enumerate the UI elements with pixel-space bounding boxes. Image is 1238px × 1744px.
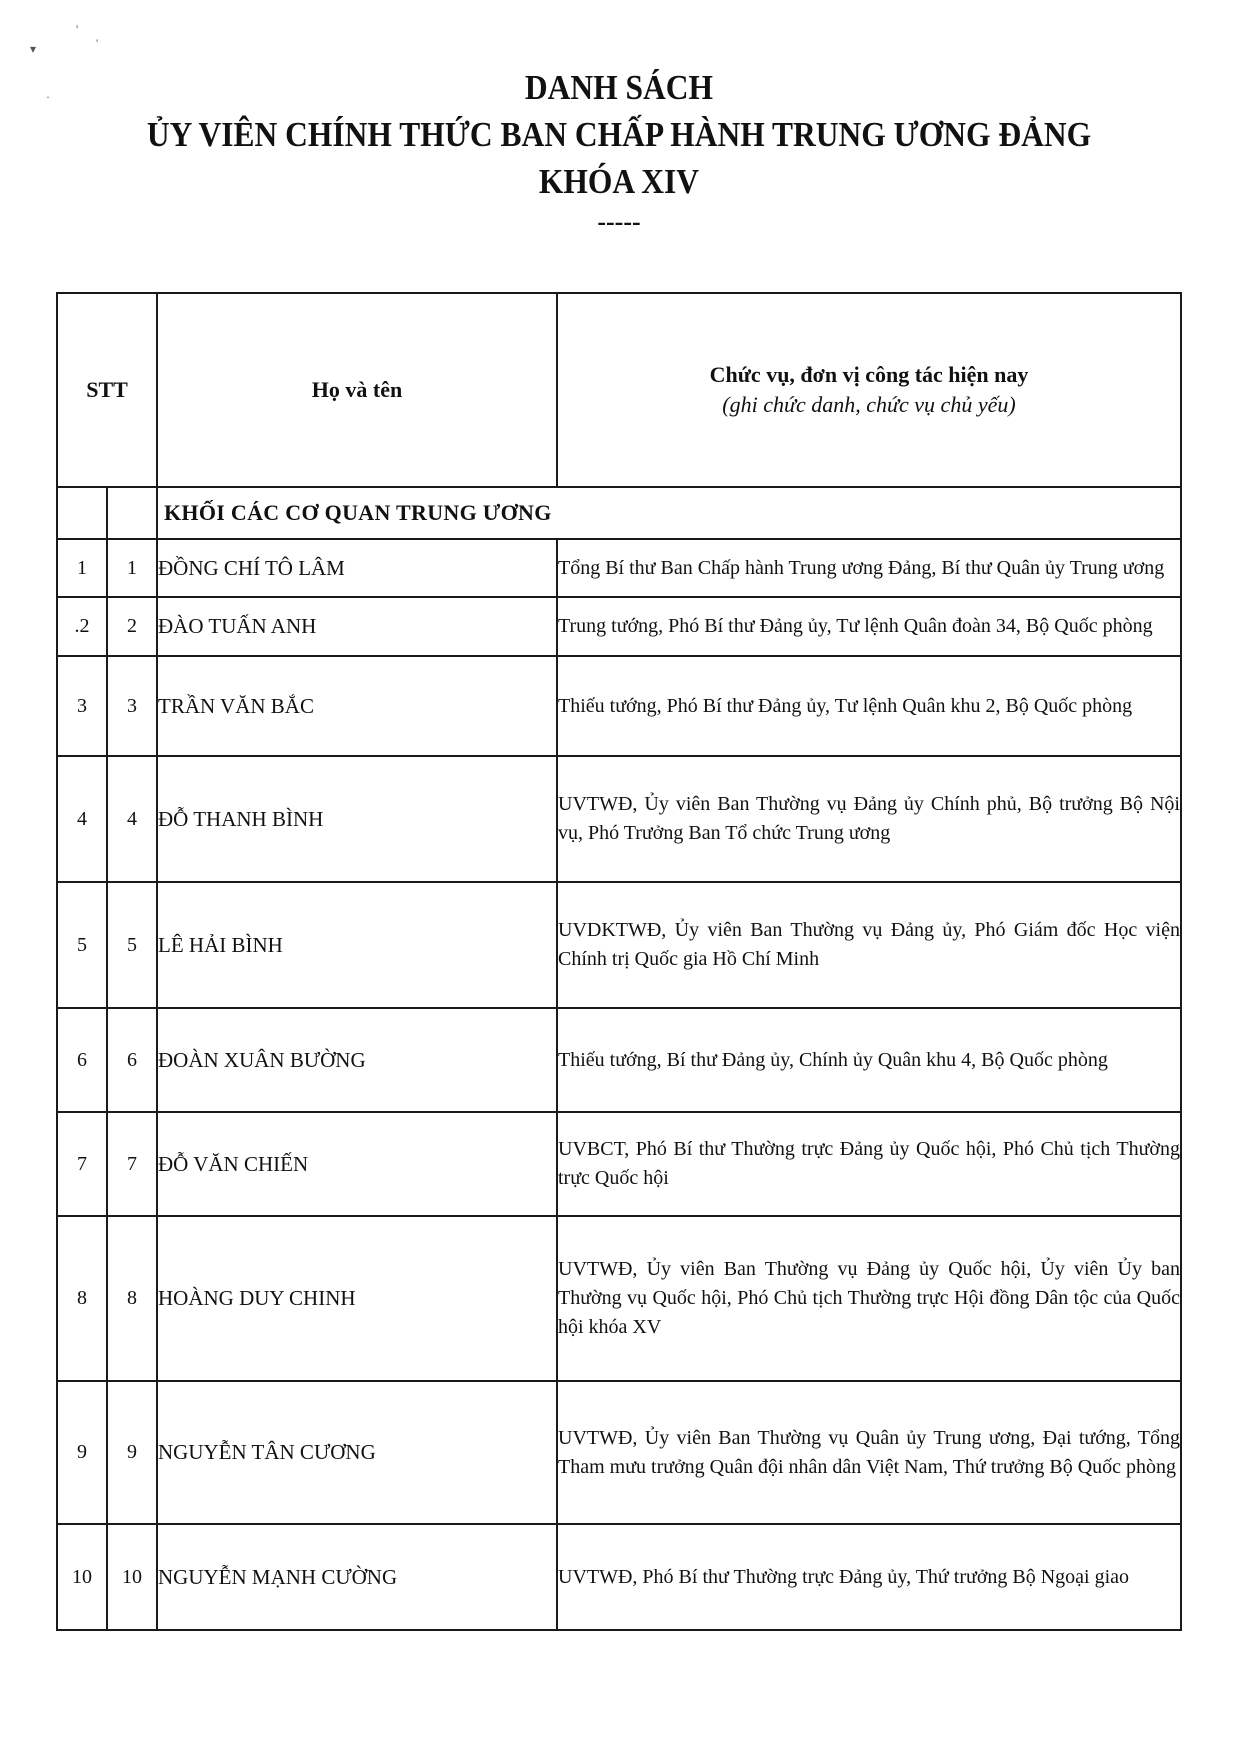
- row-stt1: .2: [57, 597, 107, 656]
- row-stt1: 1: [57, 539, 107, 597]
- row-stt2: 9: [107, 1381, 157, 1524]
- header-role: [557, 293, 1181, 487]
- row-role: UVTWĐ, Ủy viên Ban Thường vụ Quân ủy Trung ương, Đại tướng, Tổng Tham mưu trưởng Quân đội nhân dân Việt Nam, Thứ trưởng Bộ Quốc phòng: [557, 1381, 1181, 1524]
- row-name: ĐÀO TUẤN ANH: [157, 597, 557, 656]
- table-row: [57, 597, 1181, 656]
- row-name: LÊ HẢI BÌNH: [157, 882, 557, 1008]
- row-name: TRẦN VĂN BẮC: [157, 656, 557, 756]
- table-row: [57, 1216, 1181, 1381]
- table-row: [57, 1008, 1181, 1112]
- row-name: ĐỒNG CHÍ TÔ LÂM: [157, 539, 557, 597]
- title-line-1: DANH SÁCH: [524, 68, 714, 107]
- row-stt2: 5: [107, 882, 157, 1008]
- row-name: NGUYỄN MẠNH CƯỜNG: [157, 1524, 557, 1630]
- scan-speck: ': [76, 22, 79, 36]
- row-name: ĐỖ VĂN CHIẾN: [157, 1112, 557, 1216]
- section-stt1-empty: [57, 487, 107, 539]
- scan-speck: ▾: [30, 42, 37, 56]
- table-row: [57, 1381, 1181, 1524]
- row-stt2: 8: [107, 1216, 157, 1381]
- row-role: UVBCT, Phó Bí thư Thường trực Đảng ủy Quốc hội, Phó Chủ tịch Thường trực Quốc hội: [557, 1112, 1181, 1216]
- title-line-2: ỦY VIÊN CHÍNH THỨC BAN CHẤP HÀNH TRUNG ƯƠNG ĐẢNG: [146, 115, 1092, 154]
- row-stt2: 10: [107, 1524, 157, 1630]
- row-role: Thiếu tướng, Phó Bí thư Đảng ủy, Tư lệnh Quân khu 2, Bộ Quốc phòng: [557, 656, 1181, 756]
- row-role: Trung tướng, Phó Bí thư Đảng ủy, Tư lệnh Quân đoàn 34, Bộ Quốc phòng: [557, 597, 1181, 656]
- row-stt1: 3: [57, 656, 107, 756]
- header-stt: STT: [57, 293, 157, 487]
- row-stt2: 6: [107, 1008, 157, 1112]
- row-name: ĐOÀN XUÂN BƯỜNG: [157, 1008, 557, 1112]
- table-row: [57, 539, 1181, 597]
- row-role: Thiếu tướng, Bí thư Đảng ủy, Chính ủy Quân khu 4, Bộ Quốc phòng: [557, 1008, 1181, 1112]
- row-name: NGUYỄN TÂN CƯƠNG: [157, 1381, 557, 1524]
- row-stt1: 7: [57, 1112, 107, 1216]
- row-name: HOÀNG DUY CHINH: [157, 1216, 557, 1381]
- row-stt2: 2: [107, 597, 157, 656]
- title-line-3: KHÓA XIV: [538, 162, 700, 201]
- row-stt2: 3: [107, 656, 157, 756]
- row-stt1: 4: [57, 756, 107, 882]
- row-role: Tổng Bí thư Ban Chấp hành Trung ương Đảng, Bí thư Quân ủy Trung ương: [557, 539, 1181, 597]
- row-stt1: 9: [57, 1381, 107, 1524]
- table-row: [57, 1112, 1181, 1216]
- row-stt2: 4: [107, 756, 157, 882]
- row-role: UVDKTWĐ, Ủy viên Ban Thường vụ Đảng ủy, Phó Giám đốc Học viện Chính trị Quốc gia Hồ Chí Minh: [557, 882, 1181, 1008]
- row-stt1: 8: [57, 1216, 107, 1381]
- header-role-main: Chức vụ, đơn vị công tác hiện nay: [709, 362, 1029, 387]
- section-stt2-empty: [107, 487, 157, 539]
- section-row: [57, 487, 1181, 539]
- table-row: [57, 656, 1181, 756]
- title-separator: -----: [597, 207, 641, 236]
- document-title: [0, 64, 1238, 237]
- row-stt1: 6: [57, 1008, 107, 1112]
- row-role: UVTWĐ, Ủy viên Ban Thường vụ Đảng ủy Quốc hội, Ủy viên Ủy ban Thường vụ Quốc hội, Phó Chủ tịch Thường trực Hội đồng Dân tộc của Quốc hội khóa XV: [557, 1216, 1181, 1381]
- table-header-row: [57, 293, 1181, 487]
- scan-speck: ·: [46, 90, 50, 104]
- row-stt2: 7: [107, 1112, 157, 1216]
- row-stt1: 10: [57, 1524, 107, 1630]
- row-role: UVTWĐ, Ủy viên Ban Thường vụ Đảng ủy Chính phủ, Bộ trưởng Bộ Nội vụ, Phó Trưởng Ban Tổ chức Trung ương: [557, 756, 1181, 882]
- scan-speck: ': [96, 36, 99, 50]
- table-row: [57, 756, 1181, 882]
- row-stt1: 5: [57, 882, 107, 1008]
- header-name: Họ và tên: [157, 293, 557, 487]
- row-role: UVTWĐ, Phó Bí thư Thường trực Đảng ủy, Thứ trưởng Bộ Ngoại giao: [557, 1524, 1181, 1630]
- members-table: [56, 292, 1182, 1631]
- row-name: ĐỖ THANH BÌNH: [157, 756, 557, 882]
- header-role-sub: (ghi chức danh, chức vụ chủ yếu): [722, 392, 1016, 417]
- table-row: [57, 882, 1181, 1008]
- section-title: KHỐI CÁC CƠ QUAN TRUNG ƯƠNG: [157, 487, 1181, 539]
- table-row: [57, 1524, 1181, 1630]
- row-stt2: 1: [107, 539, 157, 597]
